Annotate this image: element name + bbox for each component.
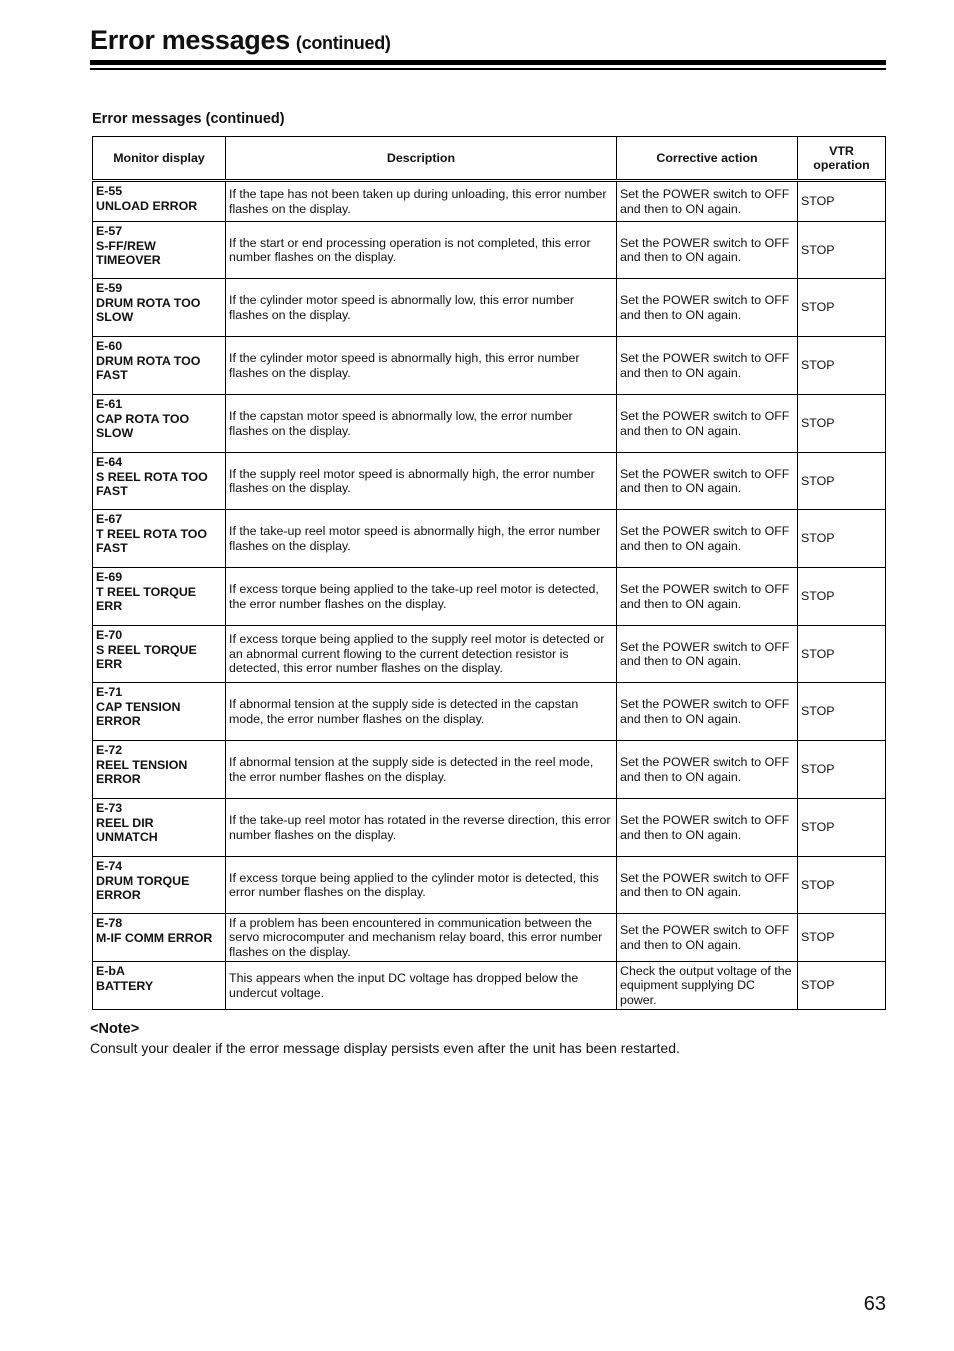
monitor-display-line: S REEL TORQUE	[96, 642, 197, 657]
table-row	[93, 181, 886, 222]
cell-corrective-action: Set the POWER switch to OFF and then to ON again.	[617, 568, 798, 626]
cell-vtr-operation: STOP	[798, 181, 886, 222]
column-header-corrective-action: Corrective action	[617, 137, 798, 181]
cell-corrective-action: Set the POWER switch to OFF and then to ON again.	[617, 857, 798, 914]
cell-vtr-operation: STOP	[798, 395, 886, 453]
page-title	[90, 22, 886, 61]
cell-corrective-action: Set the POWER switch to OFF and then to ON again.	[617, 626, 798, 683]
monitor-display-line: ERROR	[96, 714, 141, 728]
monitor-display-line: T REEL ROTA TOO	[96, 526, 208, 541]
cell-description: If the cylinder motor speed is abnormally low, this error number flashes on the display.	[226, 279, 617, 337]
error-messages-table	[92, 136, 886, 1010]
monitor-display-line: DRUM ROTA TOO	[96, 295, 201, 310]
cell-vtr-operation: STOP	[798, 510, 886, 568]
cell-description: If the start or end processing operation is not completed, this error number flashes on the display.	[226, 222, 617, 279]
table-row	[93, 337, 886, 395]
cell-vtr-operation: STOP	[798, 683, 886, 741]
cell-description: If the take-up reel motor has rotated in the reverse direction, this error number flashes on the display.	[226, 799, 617, 857]
page-title-suffix: (continued)	[295, 33, 391, 53]
monitor-display-line: REEL DIR	[96, 815, 154, 830]
monitor-display-line: E-57	[96, 224, 123, 238]
monitor-display-line: E-72	[96, 743, 123, 757]
table-row	[93, 857, 886, 914]
monitor-display-line: E-64	[96, 455, 123, 469]
monitor-display-line: E-61	[96, 397, 123, 411]
cell-description: If abnormal tension at the supply side is detected in the capstan mode, the error number flashes on the display.	[226, 683, 617, 741]
monitor-display-line: SLOW	[96, 426, 134, 440]
monitor-display-line: ERROR	[96, 888, 141, 902]
cell-monitor-display	[93, 741, 226, 799]
monitor-display-line: E-60	[96, 339, 123, 353]
cell-monitor-display	[93, 279, 226, 337]
cell-vtr-operation: STOP	[798, 914, 886, 962]
table-row	[93, 799, 886, 857]
cell-description: If the supply reel motor speed is abnormally high, the error number flashes on the display.	[226, 453, 617, 510]
cell-vtr-operation: STOP	[798, 857, 886, 914]
monitor-display-line: E-69	[96, 570, 123, 584]
page-title-main: Error messages	[90, 25, 290, 55]
cell-monitor-display	[93, 510, 226, 568]
cell-monitor-display	[93, 683, 226, 741]
cell-corrective-action: Set the POWER switch to OFF and then to ON again.	[617, 279, 798, 337]
table-row	[93, 395, 886, 453]
monitor-display-line: UNLOAD ERROR	[96, 198, 198, 213]
cell-corrective-action: Set the POWER switch to OFF and then to ON again.	[617, 222, 798, 279]
note-text: Consult your dealer if the error message display persists even after the unit has been restarted.	[90, 1040, 680, 1056]
cell-vtr-operation: STOP	[798, 799, 886, 857]
monitor-display-line: FAST	[96, 541, 128, 555]
monitor-display-line: ERR	[96, 657, 123, 671]
cell-corrective-action: Set the POWER switch to OFF and then to ON again.	[617, 337, 798, 395]
monitor-display-line: E-bA	[96, 964, 125, 978]
cell-description: If a problem has been encountered in communication between the servo microcomputer and mechanism relay board, this error number flashes on the display.	[226, 914, 617, 962]
monitor-display-line: E-74	[96, 859, 123, 873]
monitor-display-line: S-FF/REW	[96, 238, 156, 253]
cell-description: If the tape has not been taken up during unloading, this error number flashes on the display.	[226, 181, 617, 222]
monitor-display-line: ERR	[96, 599, 123, 613]
table-row	[93, 453, 886, 510]
cell-monitor-display	[93, 568, 226, 626]
column-header-description: Description	[226, 137, 617, 181]
table-row	[93, 222, 886, 279]
monitor-display-line: E-78	[96, 916, 123, 930]
monitor-display-line: S REEL ROTA TOO	[96, 469, 208, 484]
cell-corrective-action: Set the POWER switch to OFF and then to ON again.	[617, 683, 798, 741]
cell-corrective-action: Set the POWER switch to OFF and then to ON again.	[617, 741, 798, 799]
cell-corrective-action: Set the POWER switch to OFF and then to ON again.	[617, 395, 798, 453]
table-row	[93, 962, 886, 1010]
cell-vtr-operation: STOP	[798, 626, 886, 683]
cell-description: If excess torque being applied to the supply reel motor is detected or an abnormal current flowing to the current detection resistor is detected, this error number flashes on the display.	[226, 626, 617, 683]
cell-description: If the cylinder motor speed is abnormally high, this error number flashes on the display.	[226, 337, 617, 395]
cell-description: If the take-up reel motor speed is abnormally high, the error number flashes on the display.	[226, 510, 617, 568]
table-row	[93, 626, 886, 683]
table-row	[93, 914, 886, 962]
monitor-display-line: DRUM TORQUE	[96, 873, 190, 888]
monitor-display-line: BATTERY	[96, 978, 154, 993]
page-number: 63	[863, 1293, 886, 1315]
cell-description: If abnormal tension at the supply side is detected in the reel mode, the error number flashes on the display.	[226, 741, 617, 799]
cell-corrective-action: Set the POWER switch to OFF and then to ON again.	[617, 914, 798, 962]
monitor-display-line: CAP ROTA TOO	[96, 411, 190, 426]
cell-corrective-action: Set the POWER switch to OFF and then to ON again.	[617, 510, 798, 568]
cell-monitor-display	[93, 857, 226, 914]
note-title: <Note>	[90, 1021, 140, 1037]
table-header-row	[93, 137, 886, 181]
monitor-display-line: DRUM ROTA TOO	[96, 353, 201, 368]
monitor-display-line: UNMATCH	[96, 830, 158, 844]
cell-corrective-action: Set the POWER switch to OFF and then to ON again.	[617, 181, 798, 222]
cell-monitor-display	[93, 453, 226, 510]
monitor-display-line: TIMEOVER	[96, 253, 161, 267]
column-header-vtr-operation	[798, 137, 886, 181]
monitor-display-line: M-IF COMM ERROR	[96, 930, 213, 945]
cell-monitor-display	[93, 181, 226, 222]
header-rule-thick	[90, 60, 886, 65]
cell-vtr-operation: STOP	[798, 337, 886, 395]
cell-monitor-display	[93, 962, 226, 1010]
cell-vtr-operation: STOP	[798, 568, 886, 626]
note	[90, 1021, 886, 1056]
cell-monitor-display	[93, 222, 226, 279]
monitor-display-line: ERROR	[96, 772, 141, 786]
monitor-display-line: FAST	[96, 368, 128, 382]
cell-description: If excess torque being applied to the cylinder motor is detected, this error number flashes on the display.	[226, 857, 617, 914]
cell-monitor-display	[93, 914, 226, 962]
table-row	[93, 279, 886, 337]
page-header	[90, 22, 886, 61]
column-header-monitor-display: Monitor display	[93, 137, 226, 181]
table-row	[93, 510, 886, 568]
cell-vtr-operation: STOP	[798, 222, 886, 279]
monitor-display-line: E-73	[96, 801, 123, 815]
monitor-display-line: E-67	[96, 512, 123, 526]
monitor-display-line: E-71	[96, 685, 123, 699]
cell-description: This appears when the input DC voltage has dropped below the undercut voltage.	[226, 962, 617, 1010]
cell-monitor-display	[93, 337, 226, 395]
cell-monitor-display	[93, 626, 226, 683]
cell-monitor-display	[93, 395, 226, 453]
cell-description: If excess torque being applied to the take-up reel motor is detected, the error number flashes on the display.	[226, 568, 617, 626]
cell-vtr-operation: STOP	[798, 453, 886, 510]
cell-description: If the capstan motor speed is abnormally low, the error number flashes on the display.	[226, 395, 617, 453]
monitor-display-line: SLOW	[96, 310, 134, 324]
monitor-display-line: E-55	[96, 184, 123, 198]
monitor-display-line: E-70	[96, 628, 123, 642]
monitor-display-line: FAST	[96, 484, 128, 498]
cell-corrective-action: Set the POWER switch to OFF and then to ON again.	[617, 799, 798, 857]
monitor-display-line: REEL TENSION	[96, 757, 188, 772]
cell-vtr-operation: STOP	[798, 741, 886, 799]
monitor-display-line: CAP TENSION	[96, 699, 181, 714]
cell-corrective-action: Set the POWER switch to OFF and then to ON again.	[617, 453, 798, 510]
monitor-display-line: T REEL TORQUE	[96, 584, 197, 599]
cell-corrective-action: Check the output voltage of the equipment supplying DC power.	[617, 962, 798, 1010]
header-rule-thin	[90, 68, 886, 70]
cell-vtr-operation: STOP	[798, 962, 886, 1010]
vtr-operation-line2: operation	[813, 158, 870, 172]
cell-monitor-display	[93, 799, 226, 857]
vtr-operation-line1: VTR	[829, 143, 854, 158]
section-title: Error messages (continued)	[92, 111, 285, 127]
monitor-display-line: E-59	[96, 281, 123, 295]
table-body	[93, 181, 886, 1010]
table-row	[93, 568, 886, 626]
table-row	[93, 741, 886, 799]
table-row	[93, 683, 886, 741]
cell-vtr-operation: STOP	[798, 279, 886, 337]
